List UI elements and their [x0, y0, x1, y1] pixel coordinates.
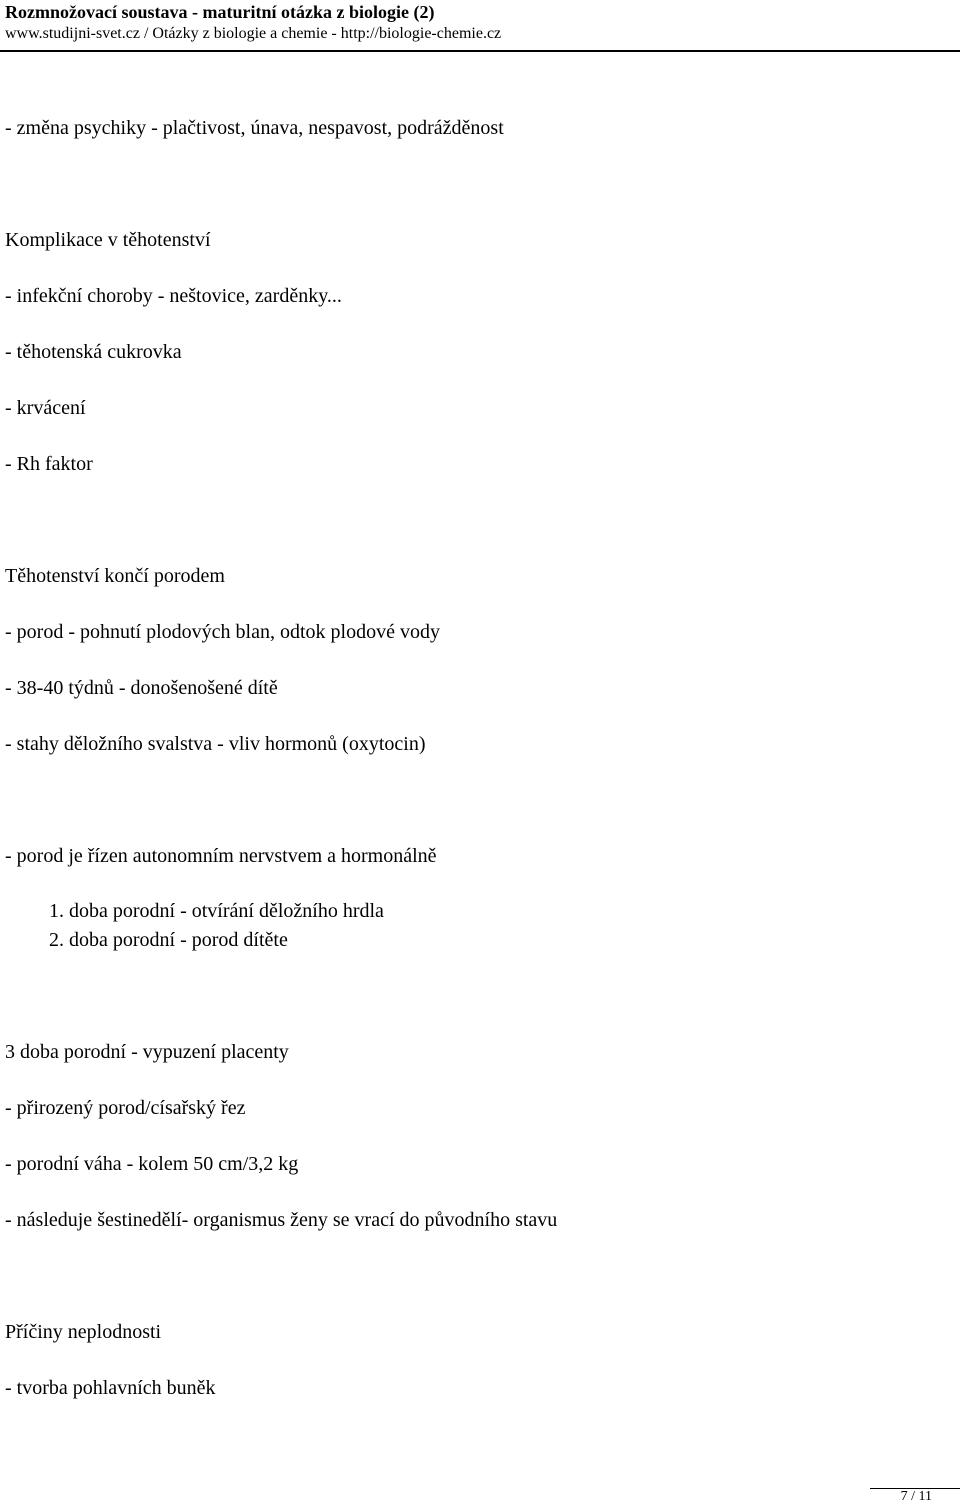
text-line: - následuje šestinedělí- organismus ženy se vrací do původního stavu [5, 1209, 558, 1231]
text-line: - porod - pohnutí plodových blan, odtok plodové vody [5, 621, 440, 643]
text-line: - porodní váha - kolem 50 cm/3,2 kg [5, 1153, 299, 1175]
text-line: - těhotenská cukrovka [5, 341, 182, 363]
text-line: - porod je řízen autonomním nervstvem a hormonálně [5, 845, 437, 867]
text-line: - krvácení [5, 397, 86, 419]
page-number: 7 / 11 [900, 1489, 932, 1504]
text-line: - tvorba pohlavních buněk [5, 1377, 216, 1399]
section-heading: Komplikace v těhotenství [5, 229, 211, 251]
section-heading: Těhotenství končí porodem [5, 565, 225, 587]
text-line: - infekční choroby - neštovice, zarděnky... [5, 285, 342, 307]
text-line: - změna psychiky - plačtivost, únava, nespavost, podrážděnost [5, 117, 504, 139]
document-source-line: www.studijni-svet.cz / Otázky z biologie a chemie - http://biologie-chemie.cz [5, 25, 502, 42]
header-divider [0, 50, 960, 52]
text-line: - přirozený porod/císařský řez [5, 1097, 246, 1119]
section-heading: Příčiny neplodnosti [5, 1321, 162, 1343]
list-item: 2. doba porodní - porod dítěte [49, 929, 288, 951]
text-line: - 38-40 týdnů - donošenošené dítě [5, 677, 278, 699]
text-line: 3 doba porodní - vypuzení placenty [5, 1041, 289, 1063]
text-line: - stahy děložního svalstva - vliv hormonů (oxytocin) [5, 733, 426, 755]
text-line: - Rh faktor [5, 453, 93, 475]
document-title: Rozmnožovací soustava - maturitní otázka z biologie (2) [5, 2, 435, 22]
list-item: 1. doba porodní - otvírání děložního hrdla [49, 900, 384, 922]
